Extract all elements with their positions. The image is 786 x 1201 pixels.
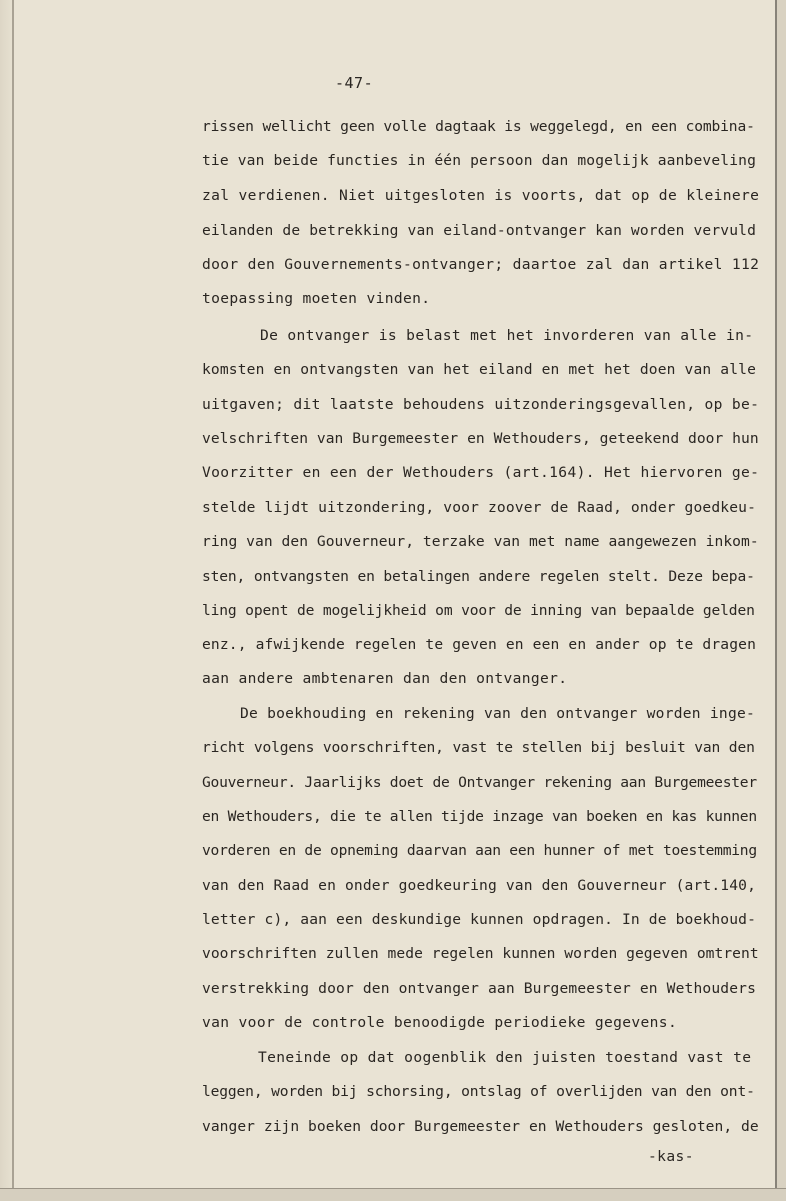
text-line: komsten en ontvangsten van het eiland en met het doen van alle bbox=[202, 361, 757, 378]
text-line: De boekhouding en rekening van den ontvanger worden inge- bbox=[240, 705, 756, 722]
text-line: velschriften van Burgemeester en Wethouders, geteekend door hun bbox=[202, 430, 759, 447]
text-line: richt volgens voorschriften, vast te stellen bij besluit van den bbox=[202, 739, 755, 756]
text-line: toepassing moeten vinden. bbox=[202, 290, 431, 307]
text-line: en Wethouders, die te allen tijde inzage van boeken en kas kunnen bbox=[202, 808, 757, 825]
text-line: vanger zijn boeken door Burgemeester en Wethouders gesloten, de bbox=[202, 1118, 759, 1135]
text-line: stelde lijdt uitzondering, voor zoover de Raad, onder goedkeu- bbox=[202, 499, 757, 516]
text-line: ling opent de mogelijkheid om voor de inning van bepaalde gelden bbox=[202, 602, 755, 619]
text-line: vorderen en de opneming daarvan aan een hunner of met toestemming bbox=[202, 842, 757, 859]
text-line: leggen, worden bij schorsing, ontslag of overlijden van den ont- bbox=[202, 1083, 755, 1100]
text-line: zal verdienen. Niet uitgesloten is voorts, dat op de kleinere bbox=[202, 187, 760, 204]
text-line: verstrekking door den ontvanger aan Burgemeester en Wethouders bbox=[202, 980, 757, 997]
page-number: -47- bbox=[335, 74, 374, 92]
text-line: van den Raad en onder goedkeuring van den Gouverneur (art.140, bbox=[202, 877, 757, 894]
text-line: aan andere ambtenaren dan den ontvanger. bbox=[202, 670, 568, 687]
text-line: Voorzitter en een der Wethouders (art.164). Het hiervoren ge- bbox=[202, 464, 760, 481]
catchword: -kas- bbox=[648, 1148, 694, 1165]
text-line: eilanden de betrekking van eiland-ontvanger kan worden vervuld bbox=[202, 222, 757, 239]
text-line: door den Gouvernements-ontvanger; daartoe zal dan artikel 112 bbox=[202, 256, 760, 273]
text-line: sten, ontvangsten en betalingen andere regelen stelt. Deze bepa- bbox=[202, 568, 755, 585]
text-line: tie van beide functies in één persoon dan mogelijk aanbeveling bbox=[202, 152, 757, 169]
text-line: Teneinde op dat oogenblik den juisten toestand vast te bbox=[258, 1049, 752, 1066]
binding-edge-line bbox=[12, 0, 14, 1200]
text-line: letter c), aan een deskundige kunnen opdragen. In de boekhoud- bbox=[202, 911, 757, 928]
text-line: Gouverneur. Jaarlijks doet de Ontvanger rekening aan Burgemeester bbox=[202, 774, 757, 791]
text-line: rissen wellicht geen volle dagtaak is weggelegd, en een combina- bbox=[202, 118, 755, 135]
page-left-margin bbox=[0, 0, 12, 1200]
text-line: van voor de controle benoodigde periodieke gegevens. bbox=[202, 1014, 678, 1031]
text-line: ring van den Gouverneur, terzake van met name aangewezen inkom- bbox=[202, 533, 759, 550]
text-line: voorschriften zullen mede regelen kunnen worden gegeven omtrent bbox=[202, 945, 759, 962]
page-right-margin bbox=[777, 0, 786, 1200]
text-line: uitgaven; dit laatste behoudens uitzonderingsgevallen, op be- bbox=[202, 396, 760, 413]
text-line: De ontvanger is belast met het invorderen van alle in- bbox=[260, 327, 754, 344]
page-bottom-edge bbox=[0, 1188, 786, 1201]
text-line: enz., afwijkende regelen te geven en een en ander op te dragen bbox=[202, 636, 757, 653]
